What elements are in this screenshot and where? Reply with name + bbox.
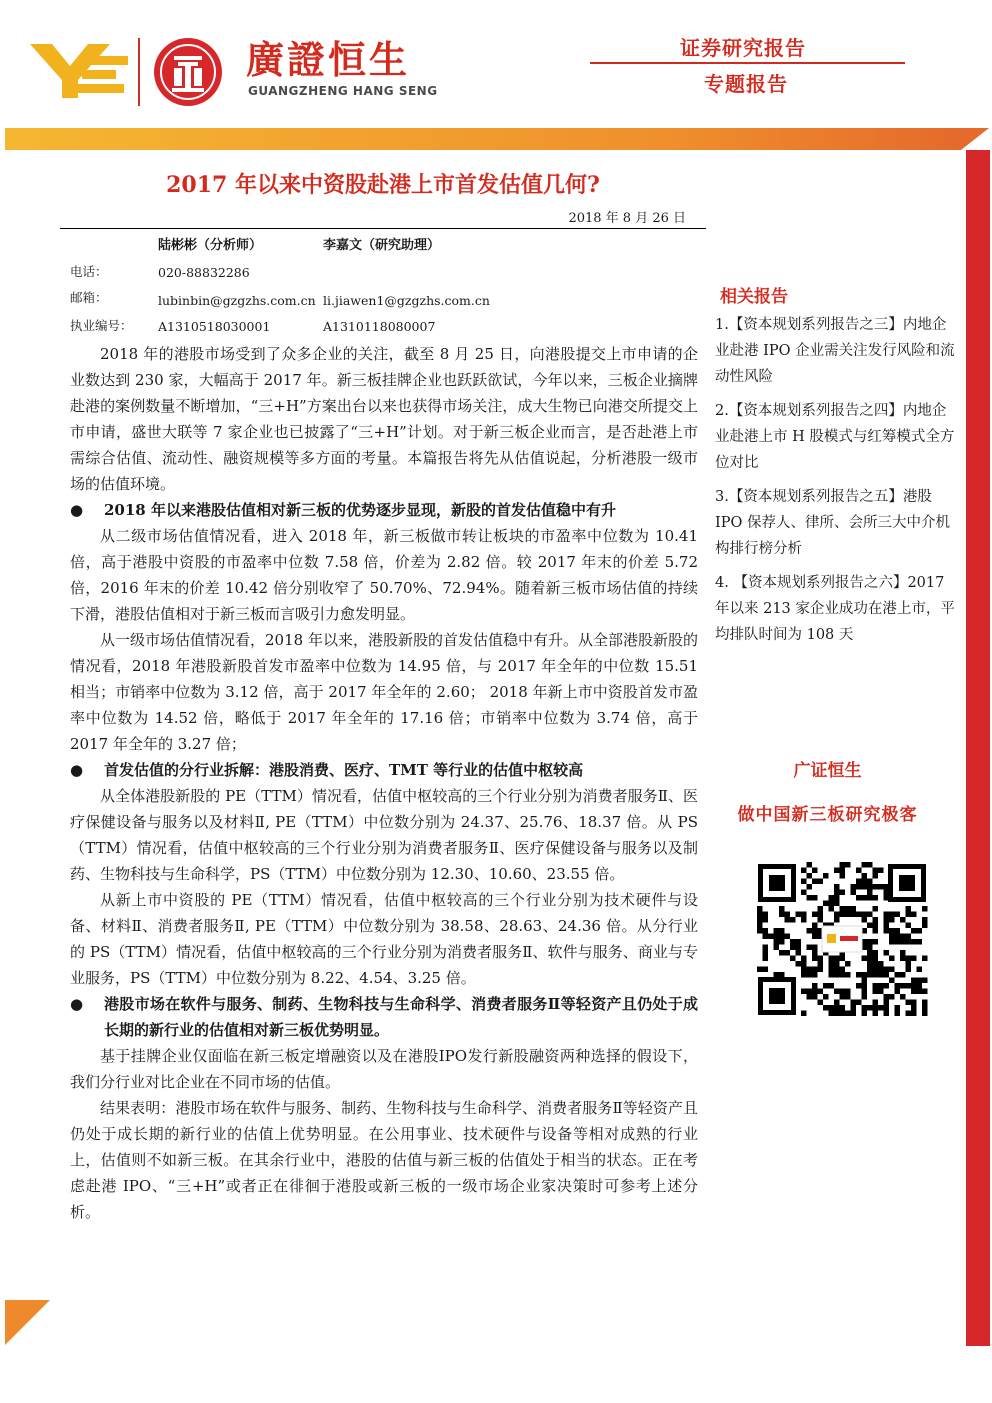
title-rule [60, 228, 706, 229]
bullet-heading [70, 497, 698, 523]
header-band [5, 128, 961, 150]
related-report-item[interactable]: 1.【资本规划系列报告之三】内地企业赴港 IPO 企业需关注发行风险和流动性风险 [715, 317, 955, 385]
right-accent-bar [966, 150, 990, 1346]
report-body [70, 341, 698, 1225]
analyst2-email[interactable]: li.jiawen1@gzgzhs.com.cn [323, 293, 490, 308]
analyst2-cert: A1310118080007 [323, 319, 436, 334]
related-reports-list [715, 312, 957, 656]
bullet-heading [70, 757, 698, 783]
qr-code-icon[interactable] [756, 862, 928, 1017]
related-reports-heading: 相关报告 [720, 287, 788, 307]
analyst1-cert: A1310518030001 [158, 319, 271, 334]
company-logo-icon [30, 40, 130, 100]
sidebar-slogan: 做中国新三板研究极客 [737, 805, 918, 825]
analyst1-phone: 020-88832286 [158, 265, 250, 280]
bullet-icon: ● [70, 995, 84, 1013]
related-report-item[interactable]: 4. 【资本规划系列报告之六】2017 年以来 213 家企业成功在港上市，平均排队时间为 108 天 [715, 575, 955, 643]
paragraph: 从一级市场估值情况看，2018 年以来，港股新股的首发估值稳中有升。从全部港股新股的情况看，2018 年港股新股首发市盈率中位数为 14.95 倍，与 2017 年全年的中位数 15.51 相当；市销率中位数为 3.12 倍，高于 2017 年全年的 2.60； 2018 年新上市中资股首发市盈率中位数为 14.52 倍，略低于 2017 年全年的 17.16 倍；市销率中位数为 3.74 倍，高于 2017 年全年的 3.27 倍； [70, 631, 698, 753]
email-label: 邮箱： [70, 290, 108, 305]
header-divider [590, 62, 905, 64]
related-report-item[interactable]: 3.【资本规划系列报告之五】港股 IPO 保荐人、律所、会所三大中介机构排行榜分析 [715, 489, 950, 557]
seal-logo-icon [152, 36, 224, 108]
report-title: 2017 年以来中资股赴港上市首发估值几何? [166, 172, 600, 198]
logo-separator [138, 38, 140, 106]
analyst2-name: 李嘉文（研究助理） [323, 238, 441, 253]
bullet-icon: ● [70, 501, 84, 519]
report-type: 证券研究报告 [680, 36, 806, 60]
paragraph: 结果表明：港股市场在软件与服务、制药、生物科技与生命科学、消费者服务Ⅱ等轻资产且仍处于成长期的新行业的估值上优势明显。在公用事业、技术硬件与设备等相对成熟的行业上，估值则不如新三板。在其余行业中，港股的估值与新三板的估值处于相当的状态。正在考虑赴港 IPO、“三+H”或者正在徘徊于港股或新三板的一级市场企业家决策时可参考上述分析。 [70, 1099, 698, 1221]
paragraph: 基于挂牌企业仅面临在新三板定增融资以及在港股IPO发行新股融资两种选择的假设下，我们分行业对比企业在不同市场的估值。 [70, 1047, 698, 1091]
paragraph: 2018 年的港股市场受到了众多企业的关注，截至 8 月 25 日，向港股提交上市申请的企业数达到 230 家，大幅高于 2017 年。新三板挂牌企业也跃跃欲试，今年以来，三板企业摘牌赴港的案例数量不断增加，“三+H”方案出台以来也获得市场关注，成大生物已向港交所提交上市申请，盛世大联等 7 家企业也已披露了“三+H”计划。对于新三板企业而言，是否赴港上市需综合估值、流动性、融资规模等多方面的考量。本篇报告将先从估值说起，分析港股一级市场的估值环境。 [70, 345, 698, 493]
paragraph: 从新上市中资股的 PE（TTM）情况看，估值中枢较高的三个行业分别为技术硬件与设备、材料Ⅱ、消费者服务Ⅱ, PE（TTM）中位数分别为 38.58、28.63、24.36 倍。从分行业的 PS（TTM）情况看，估值中枢较高的三个行业分别为消费者服务Ⅱ、软件与服务、商业与专业服务，PS（TTM）中位数分别为 8.22、4.54、3.25 倍。 [70, 891, 698, 987]
sidebar-brand: 广证恒生 [793, 761, 862, 781]
report-date: 2018 年 8 月 26 日 [568, 211, 686, 226]
report-subtype: 专题报告 [704, 72, 788, 96]
bullet-text: 港股市场在软件与服务、制药、生物科技与生命科学、消费者服务Ⅱ等轻资产且仍处于成长期的新行业的估值相对新三板优势明显。 [104, 995, 698, 1039]
paragraph: 从二级市场估值情况看，进入 2018 年，新三板做市转让板块的市盈率中位数为 10.41 倍，高于港股中资股的市盈率中位数 7.58 倍，价差为 2.82 倍。较 2017 年末的价差 5.72 倍，2016 年末的价差 10.42 倍分别收窄了 50.70%、72.94%。随着新三板市场估值的持续下滑，港股估值相对于新三板而言吸引力愈发明显。 [70, 527, 698, 623]
paragraph: 从全体港股新股的 PE（TTM）情况看，估值中枢较高的三个行业分别为消费者服务Ⅱ、医疗保健设备与服务以及材料Ⅱ, PE（TTM）中位数分别为 24.37、25.76、18.37 倍。从 PS（TTM）情况看，估值中枢较高的三个行业分别为消费者服务Ⅱ、医疗保健设备与服务以及制药、生物科技与生命科学，PS（TTM）中位数分别为 12.30、10.60、23.55 倍。 [70, 787, 698, 883]
analyst1-email[interactable]: lubinbin@gzgzhs.com.cn [158, 293, 316, 308]
related-report-item[interactable]: 2.【资本规划系列报告之四】内地企业赴港上市 H 股模式与红筹模式全方位对比 [715, 403, 955, 471]
cert-label: 执业编号： [70, 318, 133, 333]
bullet-icon: ● [70, 761, 84, 779]
phone-label: 电话： [70, 264, 108, 279]
brand-name-cn: 廣證恒生 [246, 38, 411, 82]
bullet-text: 2018 年以来港股估值相对新三板的优势逐步显现，新股的首发估值稳中有升 [104, 501, 616, 519]
bullet-heading [70, 991, 698, 1043]
header-band-corner [961, 128, 989, 150]
bullet-text: 首发估值的分行业拆解：港股消费、医疗、TMT 等行业的估值中枢较高 [104, 761, 584, 779]
footer-corner-triangle [5, 1300, 50, 1345]
brand-name-en: GUANGZHENG HANG SENG [248, 84, 438, 98]
analyst1-name: 陆彬彬（分析师） [158, 238, 263, 253]
